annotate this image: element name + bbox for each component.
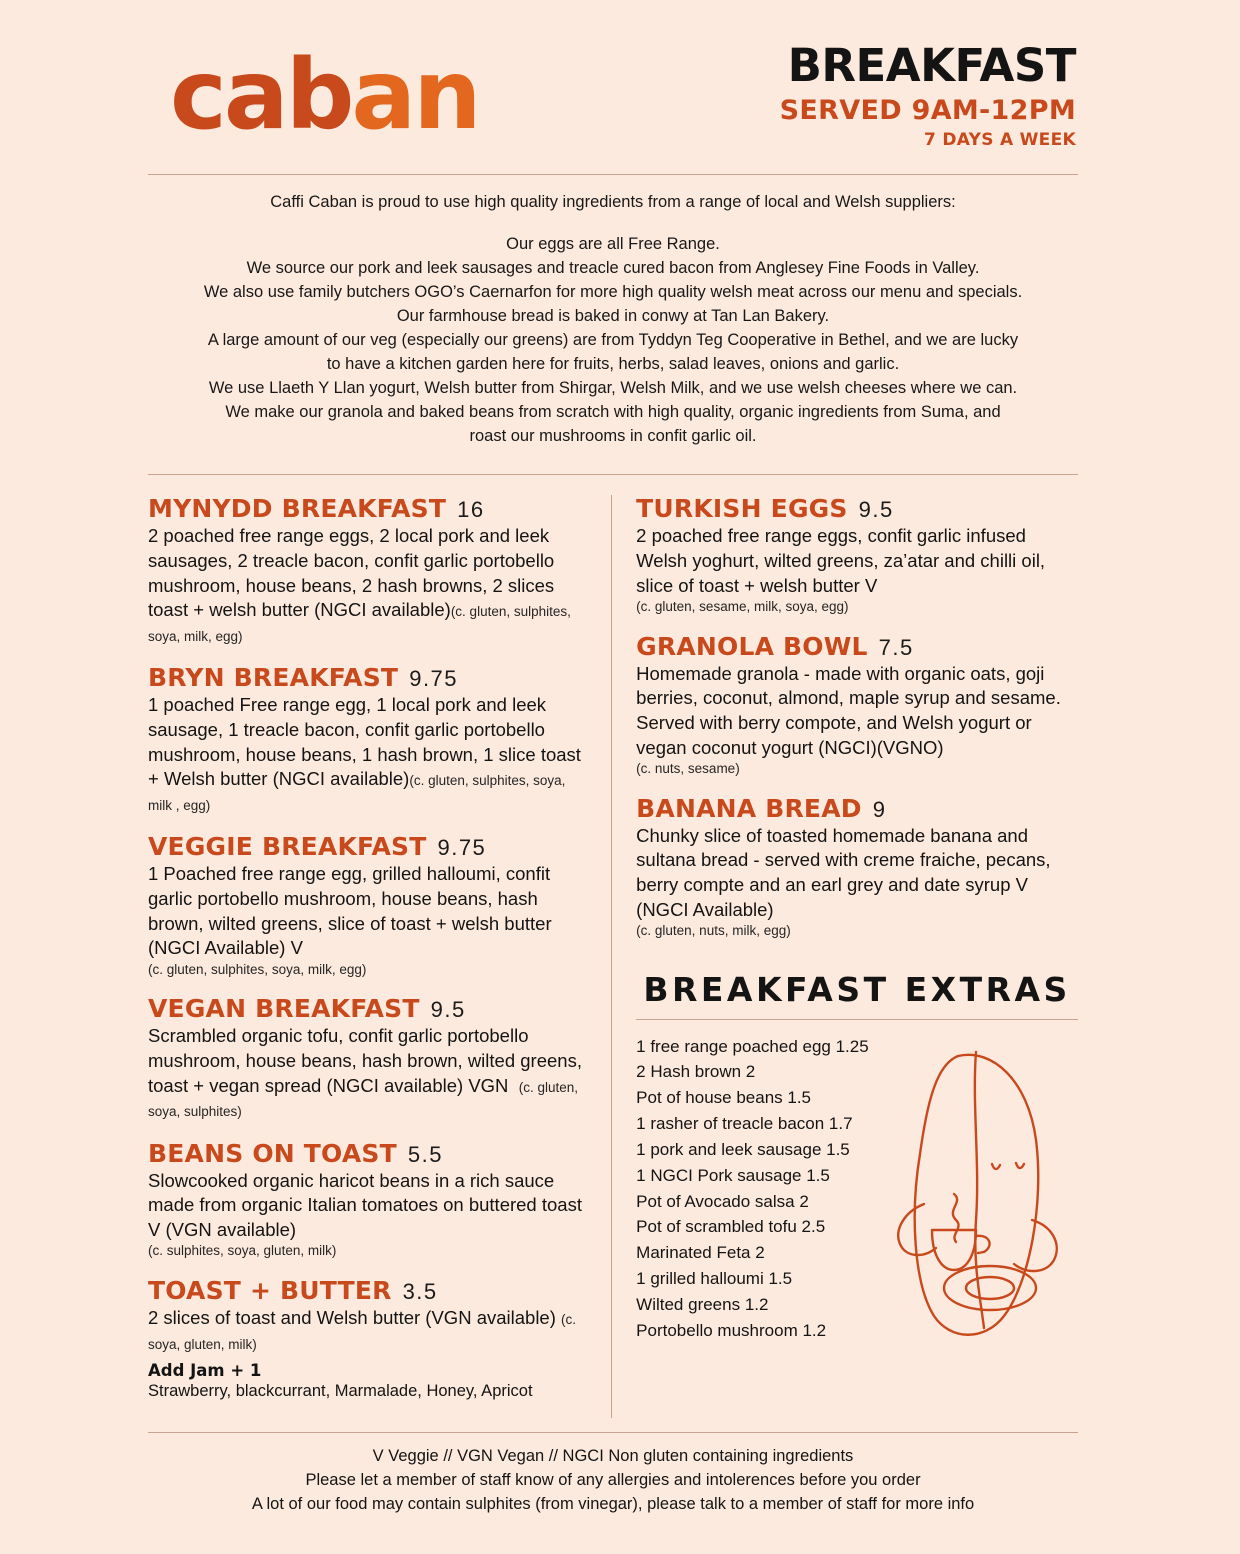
menu-item-price: 9.75 <box>409 666 459 692</box>
intro-line: We make our granola and baked beans from scratch with high quality, organic ingredients from Suma, and <box>225 402 1001 421</box>
menu-item-allergens: (c. gluten, sesame, milk, soya, egg) <box>636 599 849 615</box>
menu-item-description-text: 2 poached free range eggs, 2 local pork and leek sausages, 2 treacle bacon, confit garlic portobello mushroom, house beans, 2 hash browns, 2 slices toast + welsh butter (NGCI available) <box>148 525 555 621</box>
intro-line: We also use family butchers OGO’s Caernarfon for more high quality welsh meat across our menu and specials. <box>203 283 1023 302</box>
list-item: 1 rasher of treacle bacon 1.7 <box>636 1114 853 1134</box>
intro-line: roast our mushrooms in confit garlic oil. <box>469 426 757 445</box>
list-item: Pot of Avocado salsa 2 <box>636 1191 809 1211</box>
menu-item-description: 1 Poached free range egg, grilled halloumi, confit garlic portobello mushroom, house beans, hash brown, wilted greens, slice of toast + welsh butter (NGCI Available) V <box>148 863 552 959</box>
intro-line: Our farmhouse bread is baked in conwy at Tan Lan Bakery. <box>396 306 830 325</box>
extras-title: BREAKFAST EXTRAS <box>643 969 1071 1009</box>
menu-item-price: 7.5 <box>878 634 914 660</box>
menu-item <box>148 995 589 1122</box>
list-item: 1 NGCI Pork sausage 1.5 <box>636 1165 830 1185</box>
list-item: Wilted greens 1.2 <box>636 1294 769 1314</box>
menu-item <box>148 833 589 978</box>
menu-item-description: Homemade granola - made with organic oats, goji berries, coconut, almond, maple syrup and sesame. Served with berry compote, and Welsh yogurt or vegan coconut yogurt (NGCI)(VGNO) <box>636 662 1061 758</box>
menu-item-description-text: 2 slices of toast and Welsh butter (VGN available) <box>148 1307 556 1329</box>
menu-columns <box>148 495 1078 1418</box>
menu-item-name: BANANA BREAD <box>636 793 862 823</box>
menu-item <box>636 495 1078 615</box>
menu-item-allergens: (c. nuts, sesame) <box>636 761 740 777</box>
menu-item-description-text: 1 poached Free range egg, 1 local pork and leek sausage, 1 treacle bacon, confit garlic portobello mushroom, house beans, 1 hash brown, 1 slice toast + Welsh butter (NGCI available) <box>148 694 581 790</box>
menu-item-name: TURKISH EGGS <box>636 494 848 524</box>
menu-item-price: 9.75 <box>437 835 487 861</box>
brand-logo-part1: cab <box>170 39 352 151</box>
list-item: Pot of scrambled tofu 2.5 <box>636 1217 826 1237</box>
menu-item-price: 9 <box>872 796 887 822</box>
menu-item <box>148 495 589 647</box>
intro-line: to have a kitchen garden here for fruits, herbs, salad leaves, onions and garlic. <box>326 354 900 373</box>
brand-logo <box>170 39 479 151</box>
menu-item-allergens: (c. soya, gluten, milk) <box>148 1312 577 1352</box>
extras-list <box>636 1034 886 1344</box>
menu-item-allergens: (c. gluten, sulphites, soya, milk, egg) <box>148 604 571 644</box>
footer-notes <box>148 1433 1078 1517</box>
menu-column-right <box>612 495 1078 1418</box>
list-item: 1 grilled halloumi 1.5 <box>636 1269 793 1289</box>
menu-item <box>148 1140 589 1260</box>
list-item: 1 free range poached egg 1.25 <box>636 1036 869 1056</box>
divider-extras <box>636 1019 1078 1020</box>
menu-item-allergens: (c. gluten, soya, sulphites) <box>148 1079 578 1120</box>
menu-item-allergens: (c. sulphites, soya, gluten, milk) <box>148 1243 337 1259</box>
menu-item-price: 16 <box>457 497 485 523</box>
footer-line: Please let a member of staff know of any allergies and intolerences before you order <box>305 1471 921 1490</box>
menu-item-name: TOAST + BUTTER <box>148 1276 392 1306</box>
menu-item <box>636 795 1078 940</box>
menu-item-name: VEGAN BREAKFAST <box>148 994 420 1024</box>
list-item: 2 Hash brown 2 <box>636 1062 756 1082</box>
menu-item-price: 3.5 <box>402 1279 438 1305</box>
footer-line: A lot of our food may contain sulphites (from vinegar), please talk to a member of staff for more info <box>251 1495 975 1514</box>
menu-item-description: Chunky slice of toasted homemade banana and sultana bread - served with creme fraiche, pecans, berry compte and an earl grey and date syrup V (NGCI Available) <box>636 824 1051 920</box>
jam-flavours: Strawberry, blackcurrant, Marmalade, Honey, Apricot <box>148 1382 533 1401</box>
list-item: Portobello mushroom 1.2 <box>636 1320 827 1340</box>
menu-item-price: 9.5 <box>858 497 894 523</box>
intro-line: A large amount of our veg (especially our greens) are from Tyddyn Teg Cooperative in Bethel, and we are lucky <box>207 330 1019 349</box>
menu-item-description <box>148 524 589 647</box>
menu-item-description: Slowcooked organic haricot beans in a rich sauce made from organic Italian tomatoes on buttered toast V (VGN available) <box>148 1169 582 1240</box>
menu-item-description <box>148 1306 589 1355</box>
page-title: BREAKFAST <box>787 39 1076 92</box>
intro-line: Our eggs are all Free Range. <box>506 235 720 254</box>
list-item: Pot of house beans 1.5 <box>636 1088 812 1108</box>
serving-hours: SERVED 9AM-12PM <box>779 95 1076 127</box>
menu-item-name: MYNYDD BREAKFAST <box>148 494 447 524</box>
divider-intro-bottom <box>148 474 1078 475</box>
menu-item-description: 2 poached free range eggs, confit garlic infused Welsh yoghurt, wilted greens, za’atar and chilli oil, slice of toast + welsh butter V <box>636 525 1046 596</box>
add-jam-label: Add Jam + 1 <box>148 1361 262 1381</box>
menu-item-description <box>148 693 589 816</box>
list-item: 1 pork and leek sausage 1.5 <box>636 1139 850 1159</box>
menu-item-allergens: (c. gluten, sulphites, soya, milk, egg) <box>148 961 367 977</box>
menu-item-allergens: (c. gluten, nuts, milk, egg) <box>636 923 791 939</box>
intro-lead: Caffi Caban is proud to use high quality ingredients from a range of local and Welsh suppliers: <box>270 193 956 212</box>
menu-item-description-text: Scrambled organic tofu, confit garlic portobello mushroom, house beans, hash brown, wilted greens, toast + vegan spread (NGCI available) VGN <box>148 1025 582 1096</box>
menu-item <box>636 633 1078 778</box>
footer-line: V Veggie // VGN Vegan // NGCI Non gluten containing ingredients <box>372 1447 854 1466</box>
list-item: Marinated Feta 2 <box>636 1243 765 1263</box>
menu-item <box>148 1277 589 1401</box>
brand-logo-part2: an <box>351 39 479 151</box>
menu-item-description <box>148 1024 589 1122</box>
suppliers-intro <box>148 175 1078 448</box>
egg-mascot-illustration <box>880 1044 1070 1349</box>
extras-section <box>636 1034 1078 1349</box>
menu-item-price: 9.5 <box>430 997 466 1023</box>
menu-item-price: 5.5 <box>407 1141 443 1167</box>
menu-item <box>148 664 589 816</box>
serving-days: 7 DAYS A WEEK <box>924 130 1076 151</box>
intro-line: We use Llaeth Y Llan yogurt, Welsh butter from Shirgar, Welsh Milk, and we use welsh cheeses where we can. <box>208 378 1018 397</box>
menu-item-allergens: (c. gluten, sulphites, soya, milk , egg) <box>148 773 566 813</box>
page-header <box>148 0 1078 150</box>
intro-line: We source our pork and leek sausages and treacle cured bacon from Anglesey Fine Foods in Valley. <box>246 259 980 278</box>
menu-item-name: GRANOLA BOWL <box>636 631 868 661</box>
menu-item-name: BRYN BREAKFAST <box>148 663 399 693</box>
menu-item-name: VEGGIE BREAKFAST <box>148 832 427 862</box>
menu-item-name: BEANS ON TOAST <box>148 1138 397 1168</box>
menu-column-left <box>148 495 611 1418</box>
header-meta <box>780 36 1078 150</box>
